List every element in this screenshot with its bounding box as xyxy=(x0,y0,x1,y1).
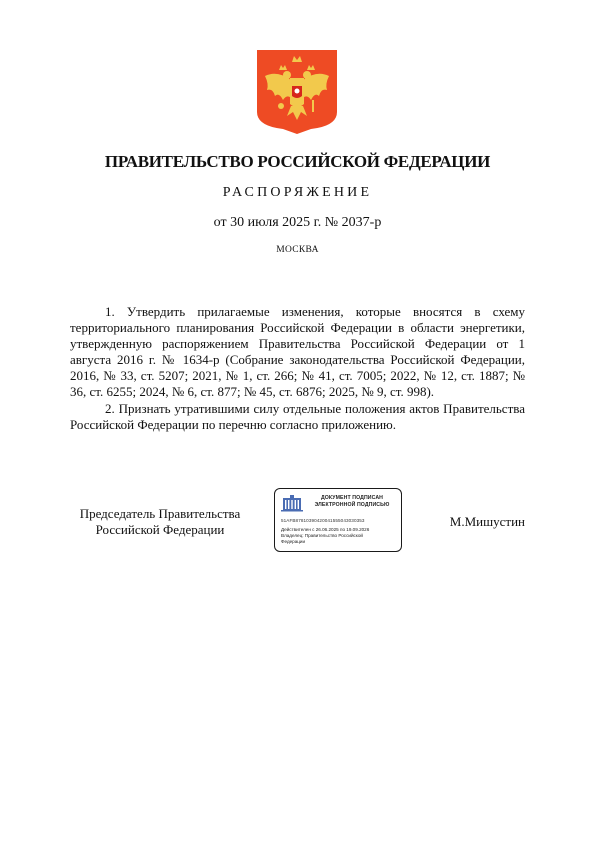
stamp-owner-line2: Федерации xyxy=(281,538,306,544)
stamp-title-line1: ДОКУМЕНТ ПОДПИСАН xyxy=(320,495,384,501)
signer-position-line1: Председатель Правительства xyxy=(79,506,241,521)
double-headed-eagle-icon xyxy=(257,50,337,134)
document-type: РАСПОРЯЖЕНИЕ xyxy=(222,185,373,200)
paragraph-1: 1. Утвердить прилагаемые изменения, которые вносятся в схему территориального планирования Российской Федерации в области энергетики, утвержденную распоряжением Правительства Российской Федерации от 1 августа 2016 г. № 1634-р (Собрание законодательства Российской Федерации, 2016, № 33, ст. 5207; 2021, № 1, ст. 266; № 41, ст. 7005; 2022, № 12, ст. 1887; № 36, ст. 6255; 2024, № 6, ст. 877; № 45, ст. 6876; 2025, № 9, ст. 998). xyxy=(70,304,525,399)
stamp-owner xyxy=(281,533,397,544)
electronic-signature-stamp xyxy=(274,488,402,552)
government-title: ПРАВИТЕЛЬСТВО РОССИЙСКОЙ ФЕДЕРАЦИИ xyxy=(104,152,491,171)
signer-position xyxy=(70,506,250,538)
coat-of-arms-emblem xyxy=(257,50,337,134)
stamp-owner-line1: Владелец: Правительство Российской xyxy=(281,533,363,538)
government-building-icon xyxy=(280,494,304,512)
stamp-title-line2: ЭЛЕКТРОННОЙ ПОДПИСЬЮ xyxy=(314,501,390,508)
stamp-certificate-serial: 51AFB87810390420041555043030353 xyxy=(281,518,365,523)
signer-name: М.Мишустин xyxy=(449,514,525,529)
document-date-number: от 30 июля 2025 г. № 2037-р xyxy=(213,215,382,230)
paragraph-2: 2. Признать утратившими силу отдельные положения актов Правительства Российской Федерации по перечню согласно приложению. xyxy=(70,401,525,432)
document-body xyxy=(70,304,525,433)
signer-position-line2: Российской Федерации xyxy=(95,522,225,537)
stamp-heading xyxy=(307,495,397,508)
document-city: МОСКВА xyxy=(276,245,319,255)
stamp-validity: Действителен с 26.06.2025 по 19.09.2026 xyxy=(281,527,370,532)
